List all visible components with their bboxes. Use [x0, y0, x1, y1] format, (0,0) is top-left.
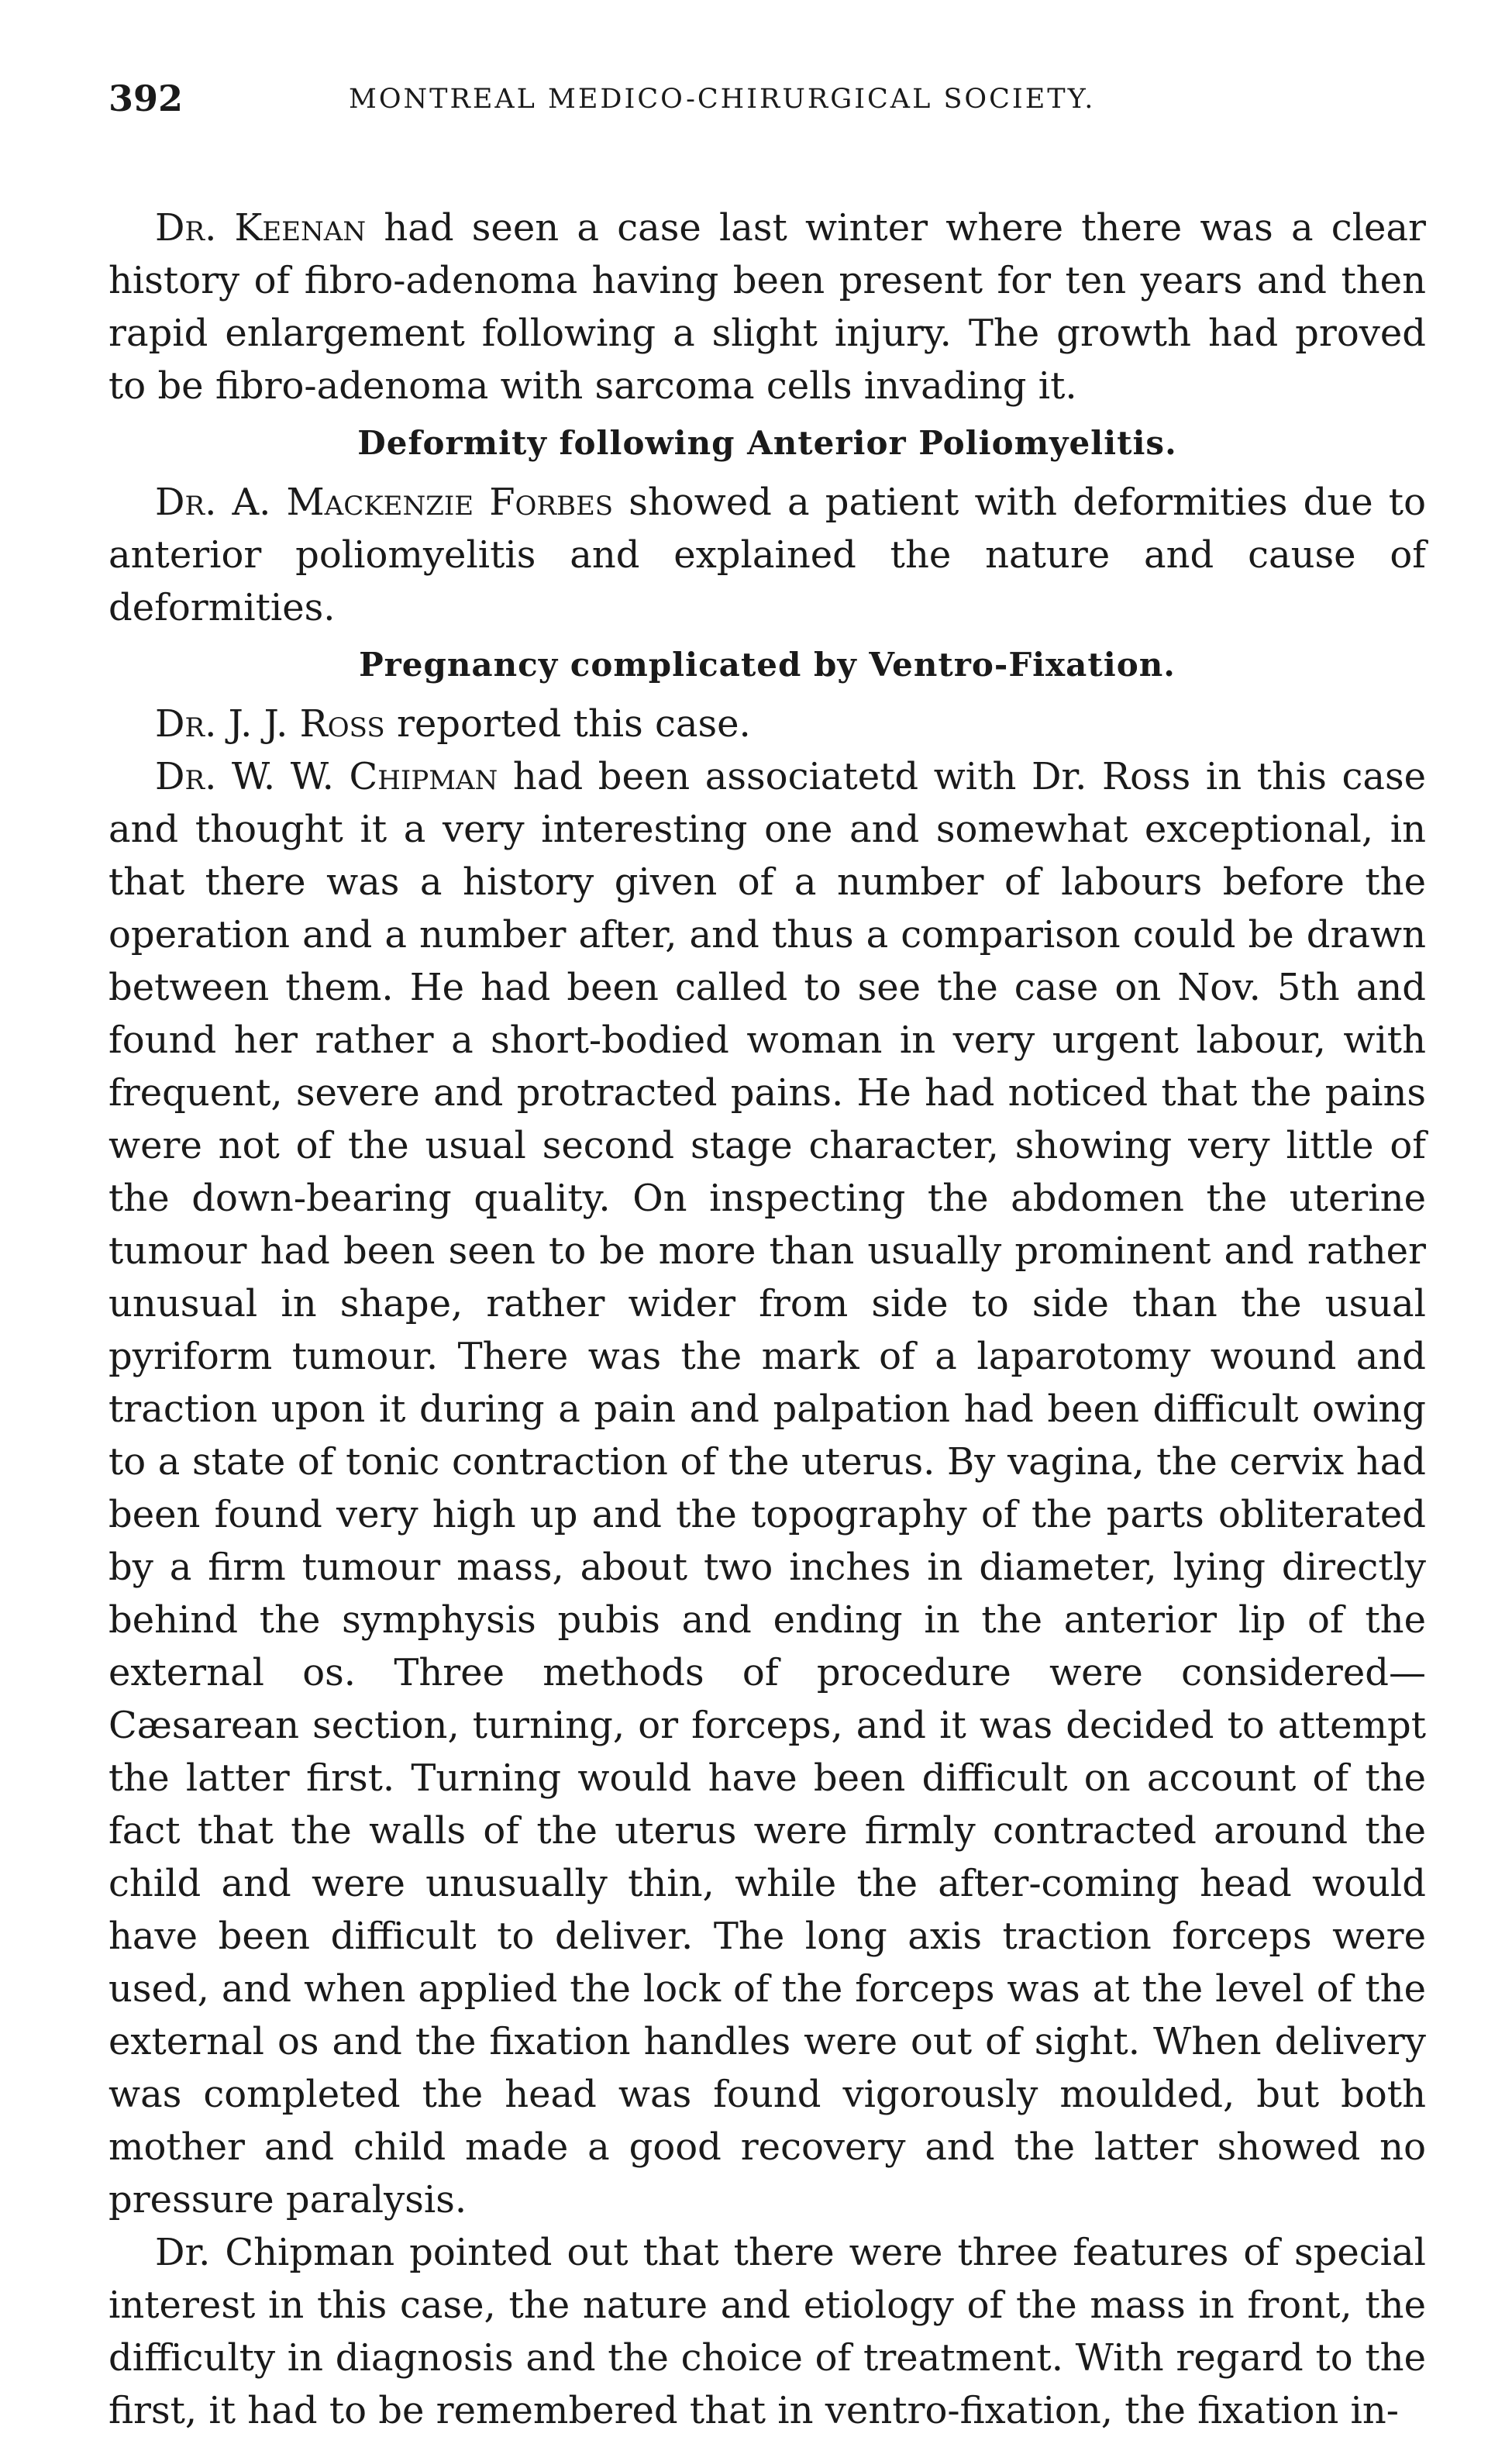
paragraph-text: showed a patient with deformities due to anterior poliomyelitis and explained the nature and cause of deformities.: [108, 481, 1426, 629]
paragraph-text: had been associatetd with Dr. Ross in this case and thought it a very interesting one and somewhat exceptional, in that there was a history given of a number of labours before the operation and a number after, and thus a comparison could be drawn between them. He had been called to see the case on Nov. 5th and found her rather a short-bodied woman in very urgent labour, with frequent, severe and protracted pains. He had noticed that the pains were not of the usual second stage character, showing very little of the down-bearing quality. On inspecting the abdomen the uterine tumour had been seen to be more than usually prominent and rather unusual in shape, rather wider from side to side than the usual pyriform tumour. There was the mark of a laparotomy wound and traction upon it during a pain and palpation had been difficult owing to a state of tonic contraction of the uterus. By vagina, the cervix had been found very high up and the topography of the parts obliterated by a firm tumour mass, about two inches in diameter, lying directly behind the symphysis pubis and ending in the anterior lip of the external os. Three methods of procedure were considered—Cæsarean section, turning, or forceps, and it was decided to attempt the latter first. Turning would have been difficult on account of the fact that the walls of the uterus were firmly contracted around the child and were unusually thin, while the after-coming head would have been difficult to deliver. The long axis traction forceps were used, and when applied the lock of the forceps was at the level of the external os and the fixation handles were out of sight. When delivery was completed the head was found vigorously moulded, but both mother and child made a good recovery and the latter showed no pressure paralysis.: [108, 755, 1426, 2222]
paragraph-ross: [108, 698, 1426, 750]
speaker-name: Dr. Keenan: [155, 206, 367, 250]
document-page: [108, 78, 1426, 2437]
page-number: 392: [108, 78, 184, 119]
speaker-name: Dr. W. W. Chipman: [155, 755, 498, 798]
speaker-name: Dr. A. Mackenzie Forbes: [155, 481, 614, 524]
journal-title: MONTREAL MEDICO-CHIRURGICAL SOCIETY.: [349, 84, 1096, 115]
paragraph-chipman-discussion: Dr. Chipman pointed out that there were three features of special interest in this case, the nature and etiology of the mass in front, the difficulty in diagnosis and the choice of treatment. With regard to the first, it had to be remembered that in ventro-fixation, the fixation in-: [108, 2231, 1426, 2432]
section-heading-poliomyelitis: Deformity following Anterior Poliomyelitis.: [357, 424, 1177, 462]
paragraph-text: reported this case.: [396, 702, 751, 746]
paragraph-chipman-report: [108, 750, 1426, 2226]
paragraph-keenan: [108, 202, 1426, 412]
paragraph-forbes: [108, 476, 1426, 634]
speaker-name: Dr. J. J. Ross: [155, 702, 385, 746]
paragraph-text: had seen a case last winter where there was a clear history of fibro-adenoma having been present for ten years and then rapid enlargement following a slight injury. The growth had proved to be fibro-adenoma with sarcoma cells invading it.: [108, 206, 1426, 408]
section-heading-ventro-fixation: Pregnancy complicated by Ventro-Fixation.: [359, 646, 1176, 684]
running-head: [108, 78, 1426, 132]
